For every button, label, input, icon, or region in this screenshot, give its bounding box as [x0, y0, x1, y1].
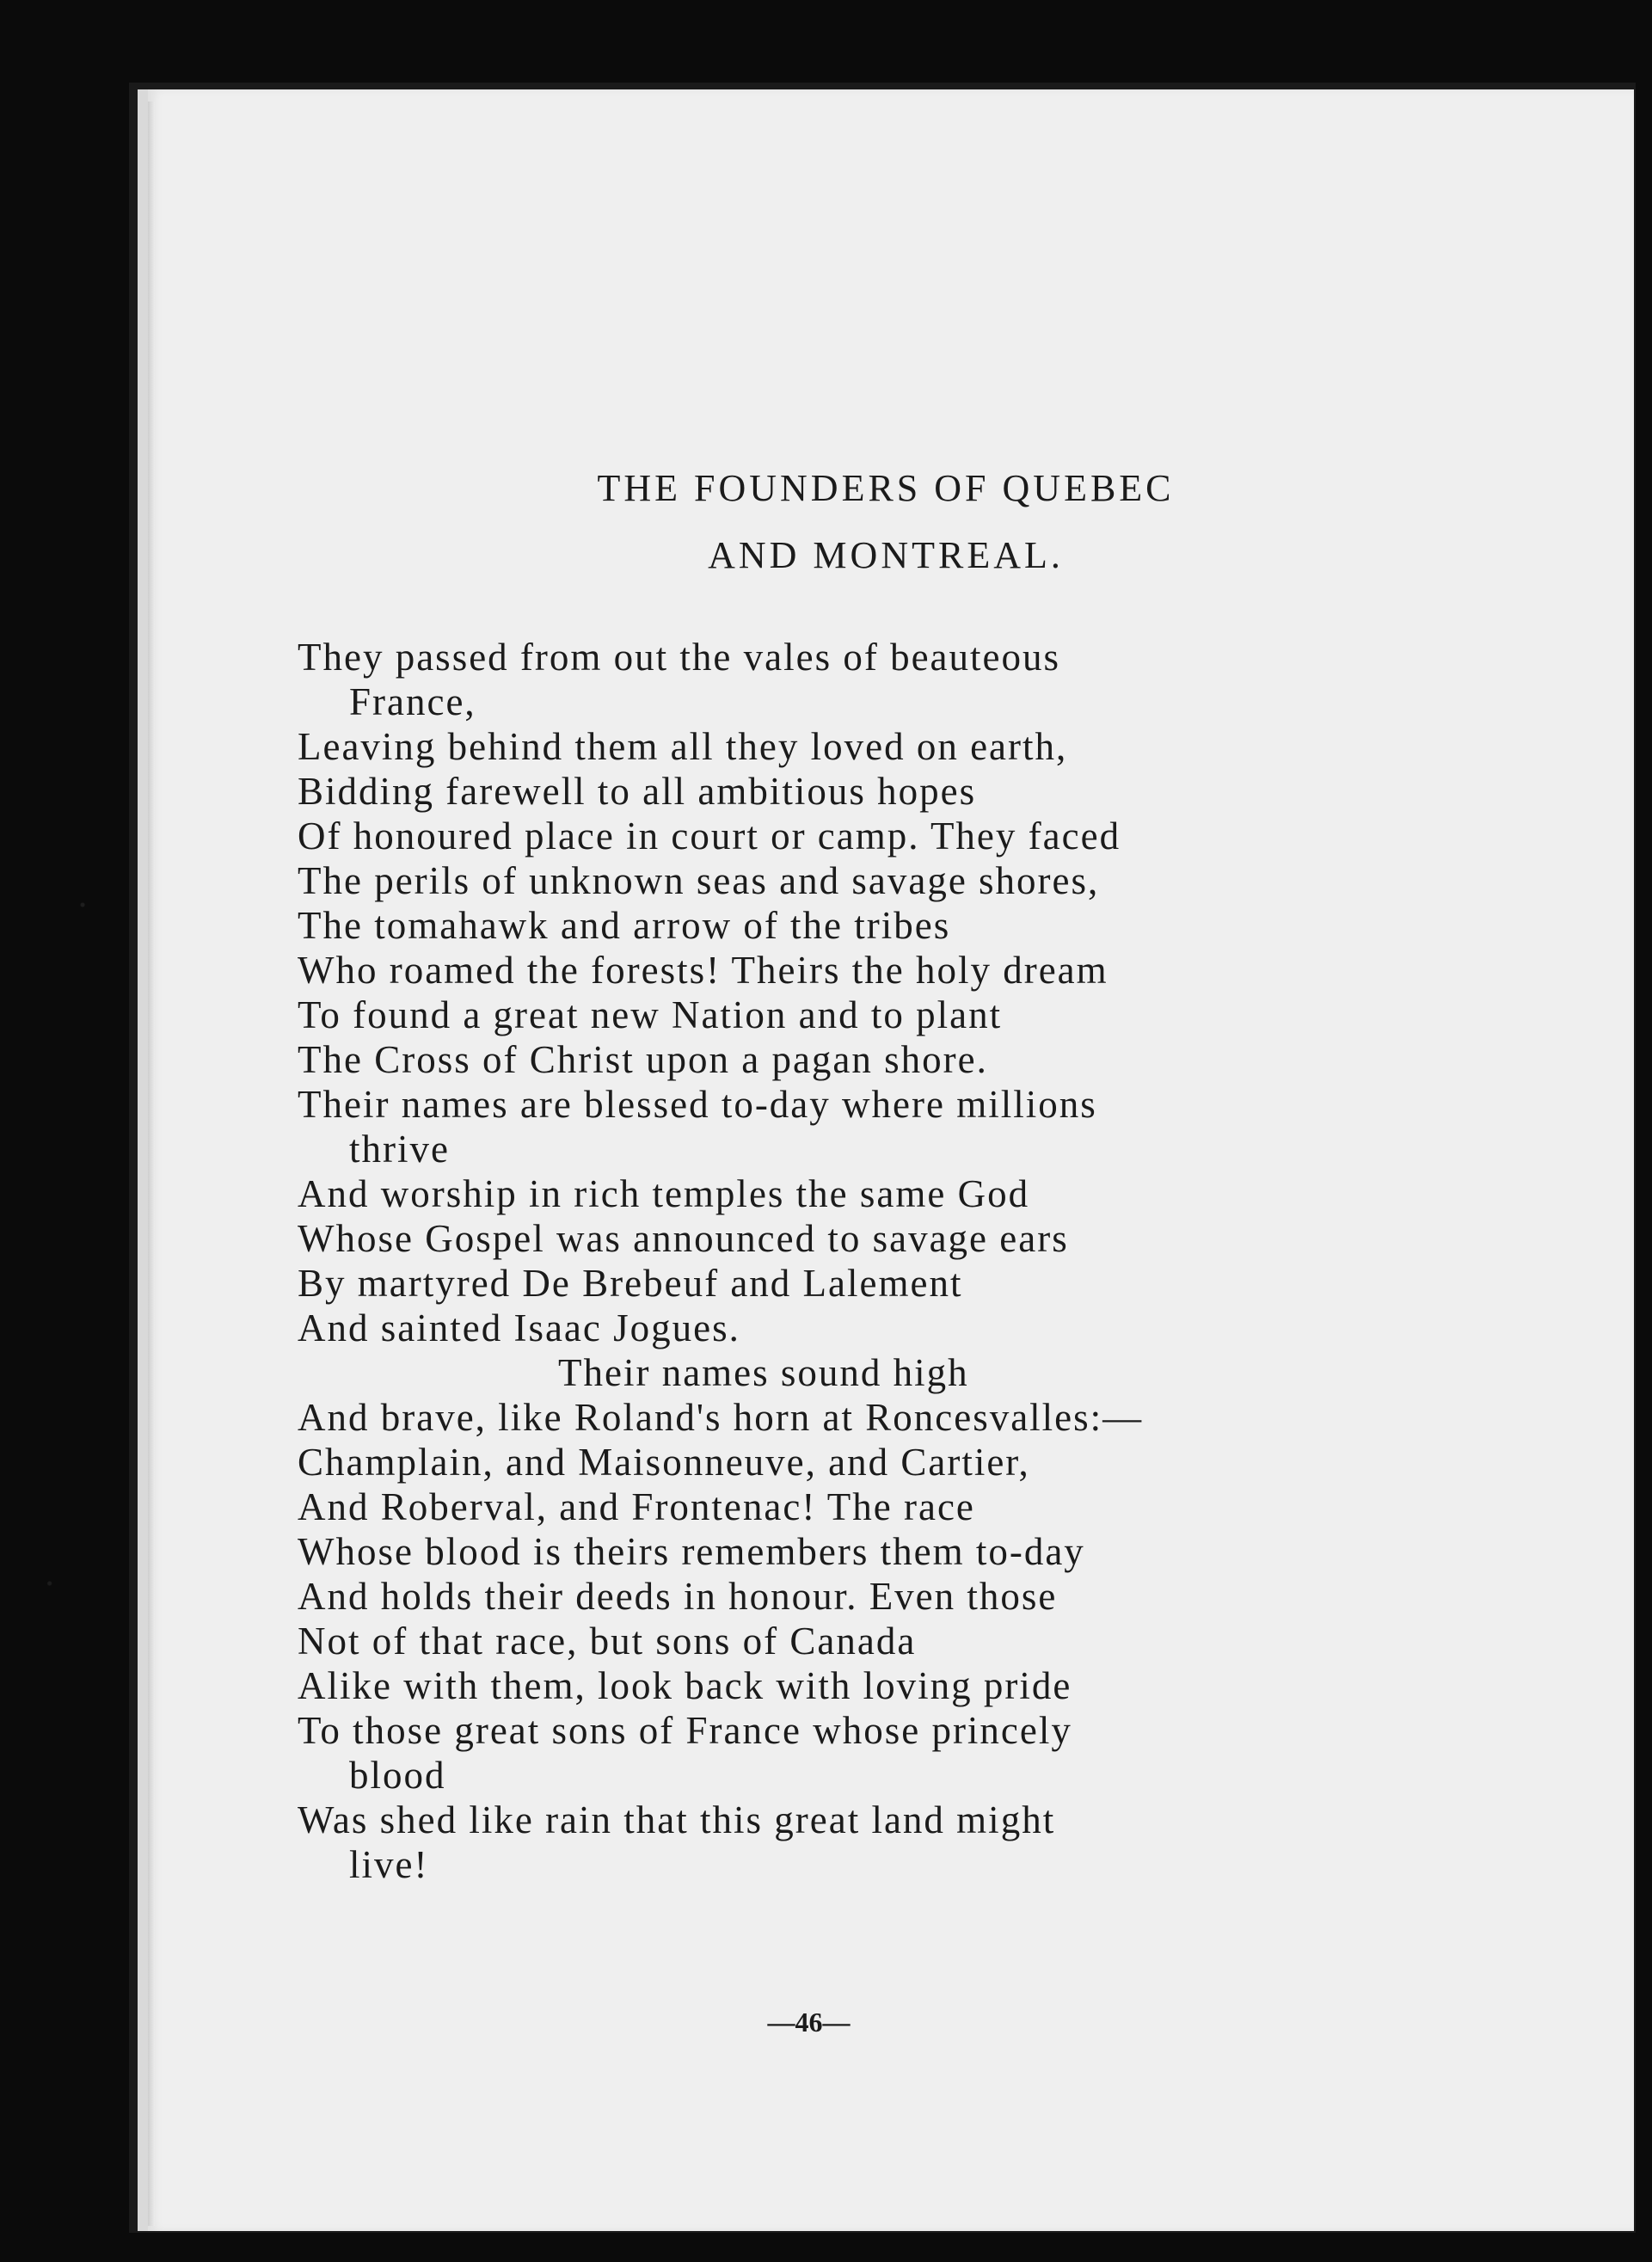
- poem-line: live!: [349, 1843, 429, 1886]
- poem-line: Was shed like rain that this great land might: [298, 1798, 1056, 1841]
- poem-line: They passed from out the vales of beauteous: [298, 636, 1061, 679]
- poem-line: Champlain, and Maisonneuve, and Cartier,: [298, 1441, 1030, 1484]
- page-edge: [148, 101, 155, 2226]
- poem-title-line-2: AND MONTREAL.: [708, 534, 1064, 576]
- poem-line: Their names are blessed to-day where millions: [298, 1083, 1097, 1126]
- poem-line: Whose blood is theirs remembers them to-day: [298, 1530, 1085, 1573]
- poem-line: And Roberval, and Frontenac! The race: [298, 1485, 975, 1528]
- poem-line: The perils of unknown seas and savage shores,: [298, 859, 1100, 902]
- poem-line: By martyred De Brebeuf and Lalement: [298, 1262, 963, 1305]
- poem-line: Alike with them, look back with loving pride: [298, 1664, 1072, 1707]
- poem-title-line-1: THE FOUNDERS OF QUEBEC: [597, 467, 1175, 509]
- poem-line: Of honoured place in court or camp. They faced: [298, 814, 1121, 857]
- poem-line: And sainted Isaac Jogues.: [298, 1306, 740, 1349]
- poem-line: Who roamed the forests! Theirs the holy dream: [298, 949, 1108, 992]
- poem-line: Not of that race, but sons of Canada: [298, 1620, 917, 1663]
- poem-line: The Cross of Christ upon a pagan shore.: [298, 1038, 988, 1081]
- poem-line: To found a great new Nation and to plant: [298, 993, 1003, 1036]
- poem-line: The tomahawk and arrow of the tribes: [298, 904, 951, 947]
- poem-line: And brave, like Roland's horn at Roncesvalles:—: [298, 1396, 1144, 1439]
- poem-line: Whose Gospel was announced to savage ears: [298, 1217, 1069, 1260]
- page-number: —46—: [767, 2007, 851, 2038]
- poem-line: France,: [349, 680, 476, 723]
- poem-line: And worship in rich temples the same God: [298, 1172, 1030, 1215]
- poem-line: Bidding farewell to all ambitious hopes: [298, 770, 977, 813]
- poem-line: Leaving behind them all they loved on earth,: [298, 725, 1068, 768]
- poem-line: blood: [349, 1754, 446, 1797]
- poem-line: thrive: [349, 1128, 450, 1171]
- poem-line: To those great sons of France whose princely: [298, 1709, 1072, 1752]
- poem-line: Their names sound high: [558, 1351, 969, 1394]
- poem-line: And holds their deeds in honour. Even those: [298, 1575, 1058, 1618]
